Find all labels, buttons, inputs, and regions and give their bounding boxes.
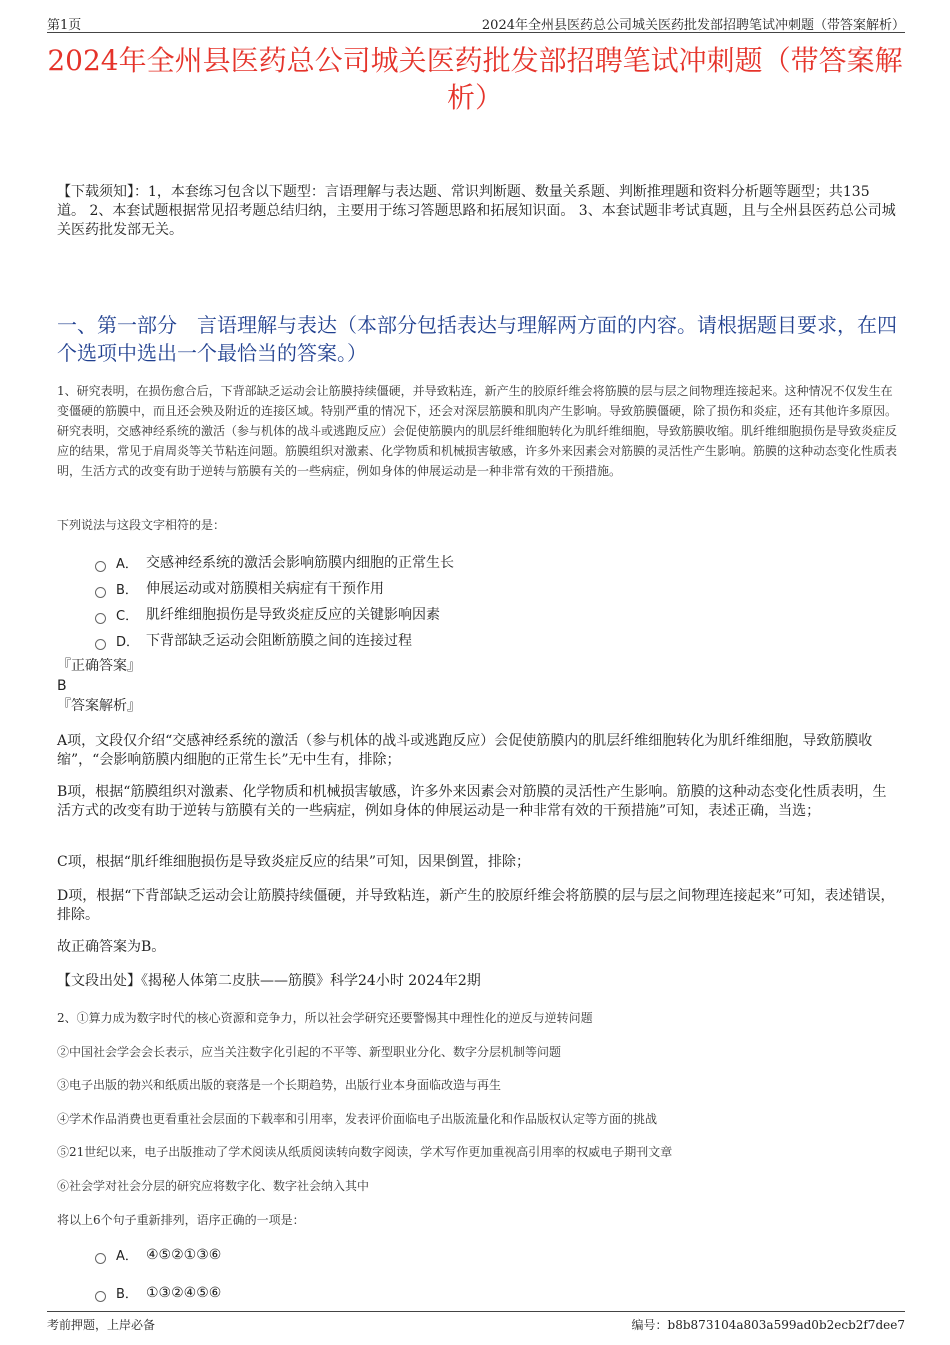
document-title: 2024年全州县医药总公司城关医药批发部招聘笔试冲刺题（带答案解析） — [47, 44, 903, 114]
footer-slogan: 考前押题，上岸必备 — [47, 1318, 156, 1332]
answer-value: B — [57, 678, 67, 694]
option-key: C． — [116, 608, 139, 624]
q2-option-a[interactable] — [95, 1245, 221, 1264]
option-text: 下背部缺乏运动会阻断筋膜之间的连接过程 — [146, 633, 412, 649]
question-2-line: ②中国社会学会会长表示，应当关注数字化引起的不平等、新型职业分化、数字分层机制等问题 — [57, 1045, 562, 1059]
footer-serial: 编号：b8b873104a803a599ad0b2ecb2f7dee7 — [631, 1318, 905, 1332]
section-heading: 一、第一部分 言语理解与表达（本部分包括表达与理解两方面的内容。请根据题目要求，在四个选项中选出一个最恰当的答案。） — [57, 313, 897, 365]
analysis-b: B项，根据“筋膜组织对激素、化学物质和机械损害敏感，许多外来因素会对筋膜的灵活性产生影响。筋膜的这种动态变化性质表明，生活方式的改变有助于逆转与筋膜有关的一些病症，例如身体的伸展运动是一种非常有效的干预措施”可知，表述正确，当选； — [57, 784, 887, 819]
option-d[interactable] — [95, 627, 454, 653]
question-2-line: ③电子出版的勃兴和纸质出版的衰落是一个长期趋势，出版行业本身面临改造与再生 — [57, 1078, 502, 1092]
radio-icon[interactable] — [95, 1291, 106, 1302]
answer-label: 『正确答案』 — [57, 658, 141, 674]
page-number: 第1页 — [47, 18, 82, 33]
analysis-d: D项，根据“下背部缺乏运动会让筋膜持续僵硬，并导致粘连，新产生的胶原纤维会将筋膜的层与层之间物理连接起来”可知，表述错误，排除。 — [57, 888, 895, 923]
question-2-line: ④学术作品消费也更看重社会层面的下载率和引用率，发表评价面临电子出版流量化和作品版权认定等方面的挑战 — [57, 1112, 658, 1126]
radio-icon[interactable] — [95, 613, 106, 624]
source-citation: 【文段出处】《揭秘人体第二皮肤——筋膜》科学24小时 2024年2期 — [57, 973, 481, 989]
q2-option-b[interactable] — [95, 1283, 221, 1302]
option-text: 交感神经系统的激活会影响筋膜内细胞的正常生长 — [146, 555, 454, 571]
page-footer — [47, 1311, 905, 1332]
radio-icon[interactable] — [95, 1253, 106, 1264]
option-text: 伸展运动或对筋膜相关病症有干预作用 — [146, 581, 384, 597]
option-key: A． — [116, 1249, 138, 1264]
option-text: ①③②④⑤⑥ — [146, 1284, 222, 1301]
option-c[interactable] — [95, 601, 454, 627]
question-2-line: ⑤21世纪以来，电子出版推动了学术阅读从纸质阅读转向数字阅读，学术写作更加重视高引用率的权威电子期刊文章 — [57, 1145, 673, 1159]
radio-icon[interactable] — [95, 587, 106, 598]
option-text: 肌纤维细胞损伤是导致炎症反应的关键影响因素 — [146, 607, 440, 623]
header-doc-title: 2024年全州县医药总公司城关医药批发部招聘笔试冲刺题（带答案解析） — [481, 18, 905, 33]
question-2-line: 2、①算力成为数字时代的核心资源和竞争力，所以社会学研究还要警惕其中理性化的逆反与逆转问题 — [57, 1011, 593, 1025]
question-1-text: 1、研究表明，在损伤愈合后，下背部缺乏运动会让筋膜持续僵硬，并导致粘连，新产生的胶原纤维会将筋膜的层与层之间物理连接起来。这种情况不仅发生在变僵硬的筋膜中，而且还会殃及附近的连接区域。特别严重的情况下，还会对深层筋膜和肌肉产生影响。导致筋膜僵硬，除了损伤和炎症，还有其他许多原因。研究表明，交感神经系统的激活（参与机体的战斗或逃跑反应）会促使筋膜内的肌层纤维细胞转化为肌纤维细胞，导致筋膜收缩。肌纤维细胞损伤是导致炎症反应的结果，常见于肩周炎等关节粘连问题。筋膜组织对激素、化学物质和机械损害敏感，许多外来因素会对筋膜的灵活性产生影响。筋膜的这种动态变化性质表明，生活方式的改变有助于逆转与筋膜有关的一些病症，例如身体的伸展运动是一种非常有效的干预措施。 — [57, 384, 898, 478]
question-1-prompt: 下列说法与这段文字相符的是： — [57, 518, 226, 532]
analysis-conclusion: 故正确答案为B。 — [57, 939, 166, 955]
analysis-label: 『答案解析』 — [57, 698, 141, 714]
question-1-options — [95, 549, 454, 653]
option-b[interactable] — [95, 575, 454, 601]
option-key: D． — [116, 634, 140, 650]
question-2-prompt: 将以上6个句子重新排列，语序正确的一项是： — [57, 1213, 305, 1227]
radio-icon[interactable] — [95, 639, 106, 650]
option-key: A． — [116, 556, 138, 572]
option-text: ④⑤②①③⑥ — [146, 1246, 222, 1263]
option-key: B． — [116, 1287, 138, 1302]
analysis-a: A项，文段仅介绍“交感神经系统的激活（参与机体的战斗或逃跑反应）会促使筋膜内的肌层纤维细胞转化为肌纤维细胞，导致筋膜收缩”，“会影响筋膜内细胞的正常生长”无中生有，排除； — [57, 733, 873, 768]
page-header — [47, 12, 905, 33]
analysis-c: C项，根据“肌纤维细胞损伤是导致炎症反应的结果”可知，因果倒置，排除； — [57, 854, 531, 870]
option-a[interactable] — [95, 549, 454, 575]
download-notice: 【下载须知】：1，本套练习包含以下题型：言语理解与表达题、常识判断题、数量关系题、判断推理题和资料分析题等题型；共135道。 2、本套试题根据常见招考题总结归纳，主要用于练习答题思路和拓展知识面。 3、本套试题非考试真题，且与全州县医药总公司城关医药批发部无关。 — [57, 184, 896, 238]
option-key: B． — [116, 582, 138, 598]
question-2-line: ⑥社会学对社会分层的研究应将数字化、数字社会纳入其中 — [57, 1179, 370, 1193]
radio-icon[interactable] — [95, 561, 106, 572]
